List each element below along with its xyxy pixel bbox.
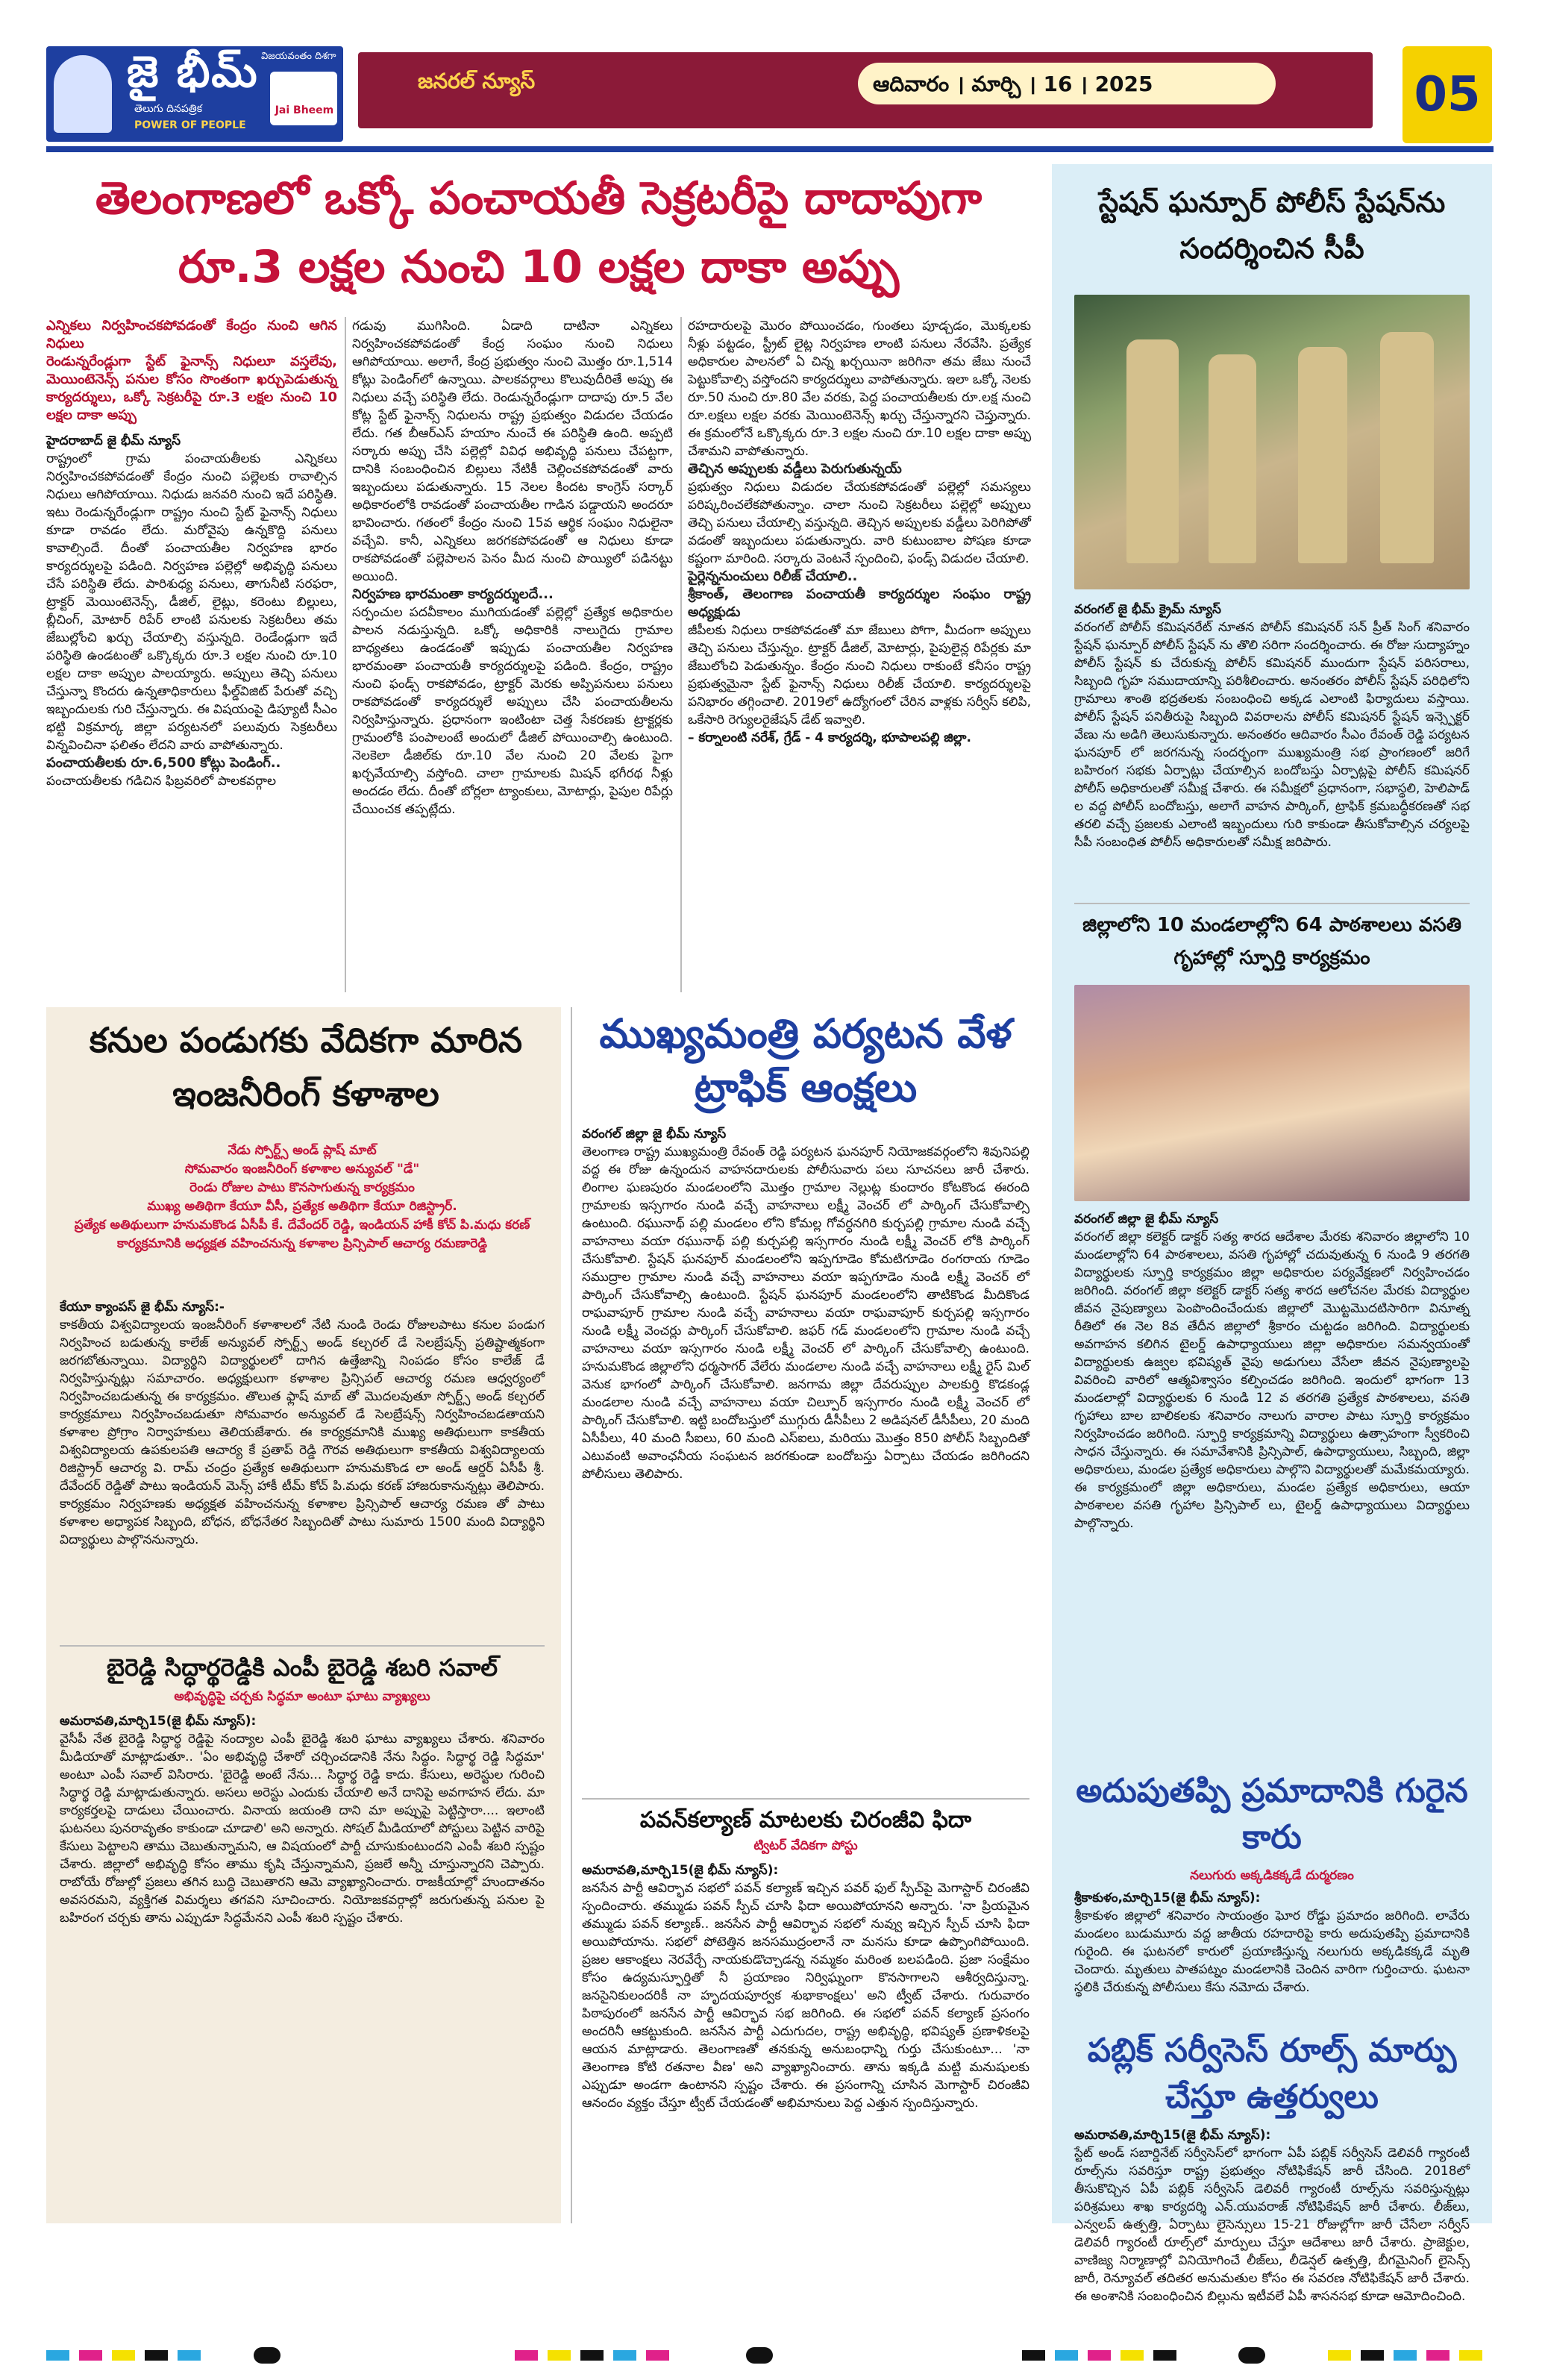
logo-badge-text: Jai Bheem (275, 104, 334, 116)
culture-credits (60, 1142, 545, 1291)
lead-column-3 (688, 317, 1031, 992)
police-visit-photo (1074, 295, 1470, 589)
lead-kicker-2: రెండున్నరేండ్లుగా స్టేట్ ఫైనాన్స్ నిధులూ వస్తలేవు, మెయింటెనెన్స్ పనుల కోసం సొంతంగా ఖర్చుపెడుతున్న కార్యదర్శులు, ఒక్కో సెక్రటరీపై రూ.3 లక్షల నుంచి 10 లక్షల దాకా అప్పు (46, 354, 337, 423)
police-headline: స్టేషన్ ఘన్పూర్ పోలీస్ స్టేషన్‌ను సందర్శించిన సీపీ (1098, 186, 1446, 265)
credit-line: రెండు రోజుల పాటు కొనసాగుతున్న కార్యక్రమం (189, 1180, 415, 1195)
officer-figure (1380, 332, 1434, 563)
lead-body-3: రహదారులపై మొరం పోయించడం, గుంతలు పూడ్చడం, మొక్కలకు నీళ్లు పట్టడం, స్ట్రీట్ లైట్ల నిర్వహణ లాంటి పనులు నేరవేసి. ప్రత్యేక అధికారుల పాలనలో ఏ చిన్న ఖర్చయినా జరిగినా తమ జేబు నుంచే పెట్టుకోవాల్సి వస్తోందని కార్యదర్శులు వాపోతున్నారు. ఇలా ఒక్కో నెలకు రూ.50 నుంచి రూ.80 వేల వరకు, పెద్ద పంచాయతీలకు రూ.లక్ష నుంచి రూ.లక్షలు లక్షల వరకు మెయింటెనెన్స్ ఖర్చు చేస్తున్నారని చెప్తున్నారు. ఈ క్రమంలోనే ఒక్కొక్కరు రూ.3 లక్షల నుంచి రూ.10 లక్షల దాకా అప్పు చేశామని వాపోతున్నారు. (688, 319, 1031, 459)
lead-body-1: రాష్ట్రంలో గ్రామ పంచాయతీలకు ఎన్నికలు నిర్వహించకపోవడంతో కేంద్రం నుంచి పల్లెలకు రావాల్సిన నిధులు ఆగిపోయాయి. నిధుడు జనవరి నుంచి ఇదే పరిస్థితి. ఇటు రెండున్నరేండ్లుగా రాష్ట్రం నుంచి స్టేట్ ఫైనాన్స్ నిధులు కూడా రావడం లేదు. మరోవైపు ఉన్నకొద్ది పనులు కావాల్సిందే. దీంతో పంచాయతీల నిర్వహణ భారం కార్యదర్శులపై పడింది. నిర్వహణ పల్లెల్లో అభివృద్ధి పనులు చేసే పరిస్థితి లేదు. పారిశుధ్య పనులు, తాగునీటి సరఫరా, ట్రాక్టర్ మెయింటెనెన్స్, డీజిల్, లైట్లు, కరెంటు బిల్లులు, బ్లీచింగ్, మోటార్ రిపేర్ లాంటి పనులకు సెక్రటరీలు తమ జేబుల్లోంచి ఖర్చు చేయాల్సి వస్తున్నది. రెండేండ్లుగా ఇదే పరిస్థితి ఉండటంతో ఒక్కొక్కరు రూ.3 లక్షల నుంచి రూ.10 లక్షల దాకా అప్పుల పాలయ్యారు. అప్పులు తెచ్చి పనులు చేస్తున్నా కొందరు ఉన్నతాధికారులు ఫీల్డ్‌విజిట్ పేరుతో వచ్చి ఇబ్బందులకు గురి చేస్తున్నారు. ఈ విషయంపై డిప్యూటీ సీఎం భట్టి విక్రమార్క జిల్లా పర్యటనలో పలువురు సెక్రటరీలు విన్నవించినా ఫలితం లేదని వారు వాపోతున్నారు. (46, 451, 337, 753)
lead-body-3b: ప్రభుత్వం నిధులు విడుదల చేయకపోవడంతో పల్లెల్లో సమస్యలు పరిష్కరించలేకపోతున్నాం. చాలా నుంచి సెక్రటరీలు పల్లెల్లో అప్పులు తెచ్చి పనులు చేయాల్సి వస్తున్నది. తెచ్చిన అప్పులకు వడ్డీలు పెరిగిపోతో వడంతో ఇబ్బందులు పడుతున్నారు. వారి కుటుంబాల పోషణ కూడా కష్టంగా మారింది. సర్కారు వెంటనే స్పందించి, ఫండ్స్ విడుదల చేయాలి. (688, 480, 1031, 566)
credit-line: నేడు స్పోర్ట్స్ అండ్ ప్లాష్ మాట్ (228, 1143, 377, 1158)
issue-date: ఆదివారం । మార్చి । 16 । 2025 (873, 72, 1153, 96)
section-rule (1074, 903, 1470, 904)
lead-subhead-3: తెచ్చిన అప్పులకు వడ్డీలు పెరుగుతున్నయ్ (688, 461, 902, 477)
color-bar (515, 2350, 679, 2361)
car-dateline: శ్రీకాకుళం,మార్చి15(జై భీమ్ న్యూస్): (1074, 1891, 1261, 1905)
credit-line: ముఖ్య అతిథిగా కేయూ వీసీ, ప్రత్యేక అతిథిగా కేయూ రిజిస్ట్రార్. (147, 1199, 457, 1214)
lead-headline-line-1: తెలంగాణలో ఒక్కో పంచాయతీ సెక్రటరీపై దాదాపుగా (95, 172, 982, 225)
lead-dateline: హైదరాబాద్ జై భీమ్ న్యూస్ (46, 433, 181, 448)
logo-title: జై భీమ్ (127, 46, 259, 97)
registration-mark (746, 2347, 773, 2364)
lead-column-1 (46, 317, 337, 992)
car-body: శ్రీకాకుళం జిల్లాలో శనివారం సాయంత్రం ఘోర రోడ్డు ప్రమాదం జరిగింది. లావేరు మండలం బుడుమూరు వద్ద జాతీయ రహదారిపై కారు అదుపుతప్పి ప్రమాదానికి గురైంది. ఈ ఘటనలో కారులో ప్రయాణిస్తున్న నలుగురు అక్కడికక్కడే మృతి చెందారు. మృతులు పాతపట్నం మండలానికి చెందిన వారిగా గుర్తించారు. ఘటనా స్థలికి చేరుకున్న పోలీసులు కేసు నమోదు చేశారు. (1074, 1908, 1470, 1995)
lead-subhead-4: పైర్లెన్ననుంచులు రిలీజ్ చేయాలి.. (688, 569, 858, 584)
section-label: జనరల్ న్యూస్ (418, 69, 536, 93)
pawan-article (582, 1861, 1029, 2220)
section-rule (582, 1798, 1029, 1800)
lead-subhead-1: పంచాయతీలకు రూ.6,500 కోట్లు పెండింగ్.. (46, 755, 281, 771)
schools-photo (1074, 985, 1470, 1201)
lead-signature: – కర్నాలంటి నరేశ్, గ్రేడ్ - 4 కార్యదర్శి, భూపాలపల్లి జిల్లా. (688, 730, 971, 745)
traffic-headline: ముఖ్యమంత్రి పర్యటన వేళ ట్రాఫిక్ ఆంక్షలు (599, 1010, 1012, 1111)
public-headline: పబ్లిక్ సర్వీసెస్ రూల్స్ మార్పు చేస్తూ ఉత్తర్వులు (1087, 2032, 1457, 2116)
police-article (1074, 601, 1470, 899)
color-bar (1022, 2350, 1186, 2361)
culture-dateline: కేయూ క్యాంపస్ జై భీమ్ న్యూస్:- (60, 1300, 225, 1315)
lead-body-1-tail: పంచాయతీలకు గడిచిన ఫిబ్రవరిలో పాలకవర్గాల (46, 774, 277, 789)
color-bar (46, 2350, 210, 2361)
traffic-article (582, 1125, 1029, 1797)
logo-english: POWER OF PEOPLE (134, 119, 246, 131)
public-article (1074, 2126, 1470, 2304)
credit-line: కార్యక్రమానికి అధ్యక్షత వహించనున్న కళాశాల ప్రిన్సిపాల్ ఆచార్య రమణారెడ్డి (117, 1236, 487, 1251)
lead-body-2: గడువు ముగిసింది. ఏడాది దాటినా ఎన్నికలు నిర్వహించకపోవడంతో కేంద్ర సంఘం నుంచి నిధులు ఆగిపోయాయి. అలాగే, కేంద్ర ప్రభుత్వం నుంచి మొత్తం రూ.1,514 కోట్లు పెండింగ్‌లో ఉన్నాయి. పాలకవర్గాలు కొలువుదీరితే అప్పు ఈ నిధులు వచ్చే పరిస్థితి లేదు. రెండున్నరేండ్లుగా దాదాపు రూ.5 వేల కోట్ల స్టేట్ ఫైనాన్స్ నిధులను రాష్ట్ర ప్రభుత్వం విడుదల చేయడం లేదు. గత బీఆర్ఎస్ హయాం నుంచే ఈ పరిస్థితి ఉంది. అప్పటి సర్కారు అప్పు చేసి పల్లెల్లో వివిధ అభివృద్ధి పనులు చేపట్టగా, దానికి సంబంధించిన బిల్లులు నేటికీ చెల్లించకపోవడంతో వారు ఇబ్బందులు పడుతున్నారు. 15 నెలల కిందట కాంగ్రెస్ సర్కార్ అధికారంలోకి రావడంతో పంచాయతీల గాడిన పడ్డాయని అందరూ భావించారు. గతంలో కేంద్రం నుంచి 15వ ఆర్థిక సంఘం నిధులైనా వచ్చేవి. కానీ, ఎన్నికలు జరగకపోవడంతో ఆ నిధులు కూడా రాకపోవడంతో పల్లెపాలన పెనం మీద నుంచి పొయ్యిలో పడినట్టు అయింది. (352, 319, 673, 584)
police-dateline: వరంగల్ జై భీమ్ క్రైమ్ న్యూస్ (1074, 602, 1221, 617)
logo-note: విజయవంతం దిశగా (261, 51, 336, 62)
pawan-headline: పవన్‌కల్యాణ్ మాటలకు చిరంజీవి ఫిదా (639, 1807, 972, 1833)
registration-mark (254, 2347, 280, 2364)
culture-article (60, 1298, 545, 1641)
schools-body: వరంగల్ జిల్లా కలెక్టర్ డాక్టర్ సత్య శారద ఆదేశాల మేరకు శనివారం జిల్లాలోని 10 మండలాల్లోని 64 పాఠశాలలు, వసతి గృహాల్లో చదువుతున్న 6 నుండి 9 తరగతి విద్యార్థులకు స్ఫూర్తి కార్యక్రమం జిల్లా అధికారుల పర్యవేక్షణలో నిర్వహించడం జరిగింది. వరంగల్ జిల్లా కలెక్టర్ డాక్టర్ సత్య శారద ఆలోచనల మేరకు విద్యార్థుల జీవన నైపుణ్యాలు పెంపొందించేందుకు జిల్లాలో మొట్టమొదటిసారిగా వినూత్న రీతిలో ఈ నెల 8వ తేదీన జిల్లాలో శ్రీకారం చుట్టడం జరిగింది. విద్యార్థులకు అవగాహన కలిగిన టైలర్డ్ ఉపాధ్యాయులు జిల్లా అధికారుల సమన్వయంతో విద్యార్థులకు ఉజ్వల భవిష్యత్ వైపు అడుగులు వేసేలా జీవన నైపుణ్యాలపై వివరించి వారిలో ఆత్మవిశ్వాసం కల్పించడం జరిగింది. ఇందులో భాగంగా 13 మండలాల్లో విద్యార్థులకు 6 నుండి 12 వ తరగతి ప్రత్యేక పాఠశాలలు, వసతి గృహాలు బాల బాలికలకు శనివారం నాలుగు వారాల పాటు స్ఫూర్తి కార్యక్రమం నిర్వహించడం జరిగింది. స్ఫూర్తి కార్యక్రమాన్ని విద్యార్థులు ఉత్సాహంగా స్వీకరించి సాధన చేస్తున్నారు. ఈ సమావేశానికి ప్రిన్సిపాల్, ఉపాధ్యాయులు, సిబ్బంది, జిల్లా అధికారులు, మండల ప్రత్యేక అధికారులు పాల్గొని విద్యార్థులతో మమేకమయ్యారు. ఈ కార్యక్రమంలో జిల్లా అధికారులు, మండల ప్రత్యేక అధికారులు, ఆయా పాఠశాలల వసతి గృహాల ప్రిన్సిపాల్ లు, టైలర్డ్ ఉపాధ్యాయులు విద్యార్థులు పాల్గొన్నారు. (1074, 1230, 1470, 1531)
lead-headline-line-2: రూ.3 లక్షల నుంచి 10 లక్షల దాకా అప్పు (178, 241, 900, 293)
culture-body: కాకతీయ విశ్వవిద్యాలయ ఇంజనీరింగ్ కళాశాలలో నేటి నుండి రెండు రోజులపాటు కనుల పండుగ నిర్వహించ బడుతున్న కాలేజ్ అన్యువల్ స్పోర్ట్స్ అండ్ కల్చరల్ డే సెలబ్రేషన్స్ ప్రతిష్టాత్మకంగా జరగబోతున్నాయి. విద్యార్థిని విద్యార్థులలో దాగిన ఉత్తేజాన్ని నింపడం కోసం కాలేజ్ డే నిర్వహిస్తున్నట్లు సమాచారం. అధ్యక్షులుగా కళాశాల ప్రిన్సిపల్ ఆచార్య రమణ ఆధ్వర్యంలో నిర్వహించబడుతున్న ఈ కార్యక్రమం. తొలుత ఫ్లాష్ మాబ్ తో మొదలవుతూ స్పోర్ట్స్ అండ్ కల్చరల్ కార్యక్రమాలు నిర్వహించబడుతూ సోమవారం అన్యువల్ డే సెలబ్రేషన్స్ నిర్వహించబడతాయని కళాశాల ప్రోగ్రాం నిర్వాహకులు తెలియజేశారు. ఈ కార్యక్రమానికి ముఖ్య అతిథులుగా కాకతీయ విశ్వవిద్యాలయ ఉపకులపతి ఆచార్య కే ప్రతాప్ రెడ్డి గౌరవ అతిథులుగా కాకతీయ విశ్వవిద్యాలయ రిజిస్ట్రార్ ఆచార్య వి. రామ్ చంద్రం ప్రత్యేక అతిథులుగా హనుమకొండ లా అండ్ ఆర్డర్ ఏసీపీ శ్రీ. దేవేందర్ రెడ్డితో పాటు ఇండియన్ మెన్స్ హాకీ టీమ్ కోచ్ పి.మధు కరణ్ హాజరుకానున్నట్లు తెలిపారు. కార్యక్రమం నిర్వహణకు అధ్యక్షత వహించనున్న కళాశాల ప్రిన్సిపాల్ ఆచార్య రమణ తో పాటు కళాశాల అధ్యాపక సిబ్బంది, బోధన, బోధనేతర సిబ్బందితో పాటు సుమారు 1500 మంది విద్యార్థిని విద్యార్థులు పాల్గొననున్నారు. (60, 1318, 545, 1547)
traffic-body: తెలంగాణ రాష్ట్ర ముఖ్యమంత్రి రేవంత్ రెడ్డి పర్యటన ఘనపూర్ నియోజకవర్గంలోని శివునిపల్లి వద్ద ఈ రోజు ఉన్నందున వాహనదారులకు పోలీసువారు పలు సూచనలు జారీ చేశారు. లింగాల ఘణపురం మండలంలోని మొత్తం గ్రామాల నెల్లుట్ల కుందారం కోటకొండ ఈరంది గ్రామాలకు ఇస్సగారం నుండి వచ్చే వాహనాలు లక్ష్మీ వెంచర్ లో పార్కింగ్ చేసుకోవాల్సి ఉంటుంది. రఘునాథ్ పల్లి మండలం లోని కోమల్ల గోవర్ధనగిరి కుర్చపల్లి గ్రామాల నుండి వచ్చే వాహనాలు వయా రఘునాథ్ పల్లి కుర్చపల్లి ఇస్సగారం నుండి లక్ష్మీ వెంచర్ లోకి పార్కింగ్ చేసుకోవాలి. స్టేషన్ ఘనపూర్ మండలంలోని ఇప్పగూడెం కోమటిగూడెం రంగరాయ గూడెం సముద్రాల గ్రామాల నుండి వచ్చే వాహనాలు వయా ఇప్పగూడెం నుండి లక్ష్మీ వెంచర్ లో పార్కింగ్ చేసుకోవాల్సి ఉంటుంది. స్టేషన్ ఘనపూర్ మండలంలోని తాటికొండ మీదికొండ రాఘవాపూర్ గ్రామాల నుండి వచ్చే వాహనాలు వయా రాఘవాపూర్ కుర్చపల్లి ఇస్సగారం నుండి లక్ష్మీ వెంచర్లు పార్కింగ్ చేసుకోవాలి. జఫర్ గడ్ మండలంలోని గ్రామాల నుండి వచ్చే వాహనాలు వయా ఇస్సగారం నుండి లక్ష్మీ వెంచర్ లో పార్కింగ్ చేసుకోవాల్సి ఉంటుంది. హనుమకొండ జిల్లాలోని ధర్మసాగర్ వేలేరు మండలాల నుండి వచ్చే వాహనాలు లక్ష్మీ రైస్ మిల్ వెనుక భాగంలో పార్కింగ్ చేసుకోవాలి. జనగామ జిల్లా దేవరుప్పుల పాలకుర్తి కొడకండ్ల మండలాల నుండి వచ్చే వాహనాలు వయా చిల్పూర్ ఇస్సగారం నుండి లక్ష్మీ వెంచర్ లో పార్కింగ్ చేసుకోవాలి. ఇట్టి బందోబస్తులో ముగ్గురు డీసీపీలు 2 అడిషనల్ డీసీపీలు, 20 మంది ఏసీపీలు, 40 మంది సీఐలు, 60 మంది ఎస్ఐలు, మరియు మొత్తం 850 పోలీస్ సిబ్బందితో ఎటువంటి అవాంఛనీయ సంఘటన జరగకుండా బందోబస్తు ఏర్పాటు చేయడం జరిగిందని పోలీసులు తెలిపారు. (582, 1144, 1029, 1482)
column-rule (345, 317, 346, 992)
car-headline: అదుపుతప్పి ప్రమాదానికి గురైన కారు (1076, 1772, 1468, 1856)
column-rule (680, 317, 682, 992)
byreddy-article (60, 1712, 545, 2212)
pawan-kicker: ట్విటర్ వేదికగా పోస్టు (753, 1838, 858, 1853)
registration-mark (1238, 2347, 1265, 2364)
portrait-icon (54, 55, 112, 133)
traffic-dateline: వరంగల్ జిల్లా జై భీమ్ న్యూస్ (582, 1127, 727, 1142)
logo-tagline: తెలుగు దినపత్రిక (134, 103, 203, 115)
culture-headline: కనుల పండుగకు వేదికగా మారిన ఇంజనీరింగ్ కళాశాల (89, 1020, 523, 1114)
pawan-body: జనసేన పార్టీ ఆవిర్భావ సభలో పవన్ కల్యాణ్ ఇచ్చిన పవర్ ఫుల్ స్పీచ్‌పై మెగాస్టార్ చిరంజీవి స్పందించారు. తమ్ముడు పవన్ స్పీచ్ చూసి ఫిదా అయిపోయానని అన్నారు. 'నా ప్రియమైన తమ్ముడు పవన్ కల్యాణ్.. జనసేన పార్టీ ఆవిర్భావ సభలో నువ్వు ఇచ్చిన స్పీచ్ చూసి ఫిదా అయిపోయాను. సభలో పోటెత్తిన జనసముద్రంలానే నా మనసు కూడా ఉప్పొంగిపోయింది. ప్రజల ఆకాంక్షలు నెరవేర్చే నాయకుడొచ్చాడన్న నమ్మకం మరింత బలపడింది. ప్రజా సంక్షేమం కోసం ఉద్యమస్ఫూర్తితో నీ ప్రయాణం నిర్విఘ్నంగా కొనసాగాలని ఆశీర్వదిస్తున్నా. జనసైనికులందరికీ నా హృదయపూర్వక శుభాకాంక్షలు' అని ట్వీట్ చేశారు. గురువారం పిఠాపురంలో జనసేన పార్టీ ఆవిర్భావ సభ జరిగింది. ఈ సభలో పవన్ కల్యాణ్ ప్రసంగం అందరినీ ఆకట్టుకుంది. జనసేన పార్టీ ఎదుగుదల, రాష్ట్ర అభివృద్ధి, భవిష్యత్ ప్రణాళికలపై ఆయన మాట్లాడారు. తెలంగాణతో తనకున్న అనుబంధాన్ని గుర్తు చేసుకుంటూ... 'నా తెలంగాణ కోటి రతనాల వీణ' అని వ్యాఖ్యానించారు. తాను ఇక్కడి మట్టి మనుషులకు ఎప్పుడూ అండగా ఉంటానని స్పష్టం చేశారు. ఈ ప్రసంగాన్ని చూసిన మెగాస్టార్ చిరంజీవి ఆనందం వ్యక్తం చేస్తూ ట్వీట్ చేయడంతో అభిమానులు పెద్ద ఎత్తున స్పందిస్తున్నారు. (582, 1881, 1029, 2111)
color-bar (1328, 2350, 1492, 2361)
lead-subhead-2: నిర్వహణ భారమంతా కార్యదర్శులదే... (352, 586, 554, 602)
byreddy-headline: బైరెడ్డి సిద్ధార్థరెడ్డికి ఎంపీ బైరెడ్డి శబరి సవాల్ (106, 1653, 498, 1682)
byreddy-body: వైసీపీ నేత బైరెడ్డి సిద్ధార్థ రెడ్డిపై నంద్యాల ఎంపీ బైరెడ్డి శబరి ఘాటు వ్యాఖ్యలు చేశారు. శనివారం మీడియాతో మాట్లాడుతూ.. 'ఏం అభివృద్ధి చేశారో చర్చించడానికి నేను సిద్ధం. సిద్ధార్థ రెడ్డి సిద్ధమా' అంటూ ఎంపీ సవాల్ విసిరారు. 'బైరెడ్డి అంటే నేను... సిద్ధార్థ రెడ్డి కాదు. కేసులు, అరెస్టుల గురించి సిద్ధార్థ రెడ్డి మాట్లాడుతున్నారు. అసలు అరెస్టు ఎందుకు చేయాలి అనే దానిపై అవగాహన లేదు. మా కార్యకర్తలపై దాడులు చేయించారు. వినాయ జయంతి దాని మా అప్పుపై పెట్టిస్తారా.... ఇలాంటి ఘటనలు పునరావృతం కాకుండా చూడాలి' అని అన్నారు. సోషల్ మీడియాలో పోస్టులు పెట్టిన వారిపై కేసులు పెట్టాలని తాము చెబుతున్నామని, ఆ విషయంలో పార్టీ చూసుకుంటుందని ఎంపీ శబరి స్పష్టం చేశారు. జిల్లాలో అభివృద్ధి కోసం తాము కృషి చేస్తున్నామని, ప్రజలే అన్నీ చూస్తున్నారని చెప్పారు. రాబోయే రోజుల్లో ప్రజలు తగిన బుద్ధి చెబుతారని ఆమె వ్యాఖ్యానించారు. రాజకీయాల్లో హుందాతనం అవసరమని, వ్యక్తిగత విమర్శలు తగవని సూచించారు. నియోజకవర్గాల్లో జరుగుతున్న పనుల పై బహిరంగ చర్చకు తాను ఎప్పుడూ సిద్ధమేనని ఎంపీ శబరి స్పష్టం చేశారు. (60, 1732, 545, 1926)
lead-kicker-1: ఎన్నికలు నిర్వహించకపోవడంతో కేంద్రం నుంచి ఆగిన నిధులు (46, 318, 337, 351)
police-body: వరంగల్ పోలీస్ కమిషనరేట్ నూతన పోలీస్ కమిషనర్ సన్ ప్రీత్ సింగ్ శనివారం స్టేషన్ ఘన్పూర్ పోలీస్ స్టేషన్ ను తొలి సరిగా సందర్శించారు. ఈ రోజు సుద్యాహ్నం పోలీస్ స్టేషన్ కు చేరుకున్న పోలీస్ కమిషనర్ ముందుగా స్టేషన్ పరిసరాలు, సిబ్బంది గృహ సముదాయాన్ని పరిశీలించారు. అనంతరం పోలీస్ స్టేషన్ పరిధిలోని గ్రామాలు శాంతి భద్రతలకు సంబంధించి అక్కడ ఎలాంటి ఫిర్యాదులు వస్తాయి. పోలీస్ స్టేషన్ పనితీరుపై సిబ్బంది వివరాలను పోలీస్ కమిషనర్ స్టేషన్ ఇన్స్పెక్టర్ వేణు ను అడిగి తెలుసుకున్నారు. అనంతరం ఆదివారం సీఎం రేవంత్ రెడ్డి పర్యటన ఘనపూర్ లో జరగనున్న సందర్భంగా ముఖ్యమంత్రి సభ ప్రాంగణంలో జరిగే బహిరంగ సభకు ఏర్పాట్లు చేయాల్సిన బందోబస్తు ఏర్పాట్లపై పోలీస్ కమిషనర్ పోలీస్ అధికారులతో సమీక్ష చేశారు. ఈ సమీక్షలో ప్రధానంగా, సభాస్థలి, హెలిపాడ్ ల వద్ద పోలీస్ బందోబస్తు, అలాగే వాహన పార్కింగ్, ట్రాఫిక్ క్రమబద్ధీకరణతో సభ తరలి వచ్చే ప్రజలకు ఎలాంటి ఇబ్బందులు గురి కాకుండా తీసుకోవాల్సిన చర్యలపై సీపీ సంబంధిత పోలీస్ అధికారులతో సమీక్ష జరిపారు. (1074, 620, 1470, 850)
byreddy-dateline: అమరావతి,మార్చి15(జై భీమ్ న్యూస్): (60, 1714, 257, 1729)
officer-figure (1298, 347, 1347, 563)
car-kicker: నలుగురు అక్కడికక్కడే దుర్మరణం (1190, 1868, 1354, 1883)
schools-article (1074, 1210, 1470, 1762)
public-dateline: అమరావతి,మార్చి15(జై భీమ్ న్యూస్): (1074, 2128, 1271, 2143)
lead-column-2 (352, 317, 673, 992)
officer-figure (1126, 339, 1179, 563)
pawan-dateline: అమరావతి,మార్చి15(జై భీమ్ న్యూస్): (582, 1863, 779, 1878)
byreddy-kicker: అభివృద్ధిపై చర్చకు సిద్ధమా అంటూ ఘాటు వ్యాఖ్యలు (174, 1689, 430, 1704)
credit-line: సోమవారం ఇంజనీరింగ్ కళాశాల అన్యువల్ "డే" (184, 1162, 420, 1177)
officer-figure (1209, 354, 1256, 563)
lead-headline (46, 164, 1031, 306)
public-body: స్టేట్ అండ్ సబార్డినేట్ సర్వీసెస్‌లో భాగంగా ఏపీ పబ్లిక్ సర్వీసెస్ డెలివరీ గ్యారంటీ రూల్స్‌ను సవరిస్తూ రాష్ట్ర ప్రభుత్వం నోటిఫికేషన్ జారీ చేసింది. 2018లో తీసుకొచ్చిన ఏపీ పబ్లిక్ సర్వీసెస్ డెలివరీ గ్యారంటీ రూల్స్‌ను సవరిస్తున్నట్లు పరిశ్రమలు శాఖ కార్యదర్శి ఎన్.యువరాజ్ నోటిఫికేషన్ జారీ చేశారు. లీజ్‌లు, ఎన్వలప్ ఉత్పత్తి, ఏర్పాటు లైసెన్సులు 15-21 రోజుల్లోగా జారీ చేసేలా సర్వీస్ డెలివరీ గ్యారంటీ రూల్స్‌లో మార్పులు చేస్తూ ఆదేశాలు జారీ చేశారు. ప్రాజెక్టుల, వాణిజ్య నిర్మాణాల్లో వినియోగించే లీజ్‌లు, లీడెన్షల్ ఉత్పత్తి, బీగమైనింగ్ లైసెన్స్ జారీ, రెన్యూవల్ తదితర అనుమతుల కోసం ఈ సవరణ నోటిఫికేషన్ జారీ చేశారు. ఈ అంశానికి సంబంధించిన బిల్లును ఇటీవలే ఏపీ శాసనసభ కూడా ఆమోదించింది. (1074, 2146, 1470, 2304)
section-rule (60, 1645, 545, 1647)
masthead-rule (46, 146, 1494, 152)
lead-body-3c: జీపీలకు నిధులు రాకపోవడంతో మా జేబులు పోగా, మీదంగా అప్పులు తెచ్చి పనులు చేస్తున్నం. ట్రాక్టర్ డీజిల్, మోటార్లు, పైపులైన్ల రిపేర్లకు మా జేబులోంచి పెడుతున్నం. కేంద్రం నుంచి నిధులు రాకుంటే కనీసం రాష్ట్ర ప్రభుత్వమైనా స్టేట్ ఫైనాన్స్ నిధులు రిలీజ్ చేయాలి. కార్యదర్శులపై పనిభారం తగ్గించాలి. 2019లో ఉద్యోగంలో చేరిన వాళ్లకు సర్వీస్ కలిపి, ఒకేసారి రెగ్యులరైజేషన్ డేట్ ఇవ్వాలి. (688, 623, 1031, 727)
schools-dateline: వరంగల్ జిల్లా జై భీమ్ న్యూస్ (1074, 1212, 1219, 1227)
schools-headline: జిల్లాలోని 10 మండలాల్లోని 64 పాఠశాలలు వసతి గృహాల్లో స్ఫూర్తి కార్యక్రమం (1082, 914, 1461, 969)
page-number: 05 (1402, 46, 1492, 143)
credit-line: ప్రత్యేక అతిథులుగా హనుమకొండ ఏసీపీ కే. దేవేందర్ రెడ్డి, ఇండియన్ హాకీ కోచ్ పి.మధు కరణ్ (74, 1218, 530, 1233)
car-article (1074, 1889, 1470, 2023)
lead-quote-byline: శ్రీకాంత్, తెలంగాణ పంచాయతీ కార్యదర్శుల సంఘం రాష్ట్ర అధ్యక్షుడు (688, 586, 1031, 620)
lead-body-2b: సర్పంచుల పదవీకాలం ముగియడంతో పల్లెల్లో ప్రత్యేక అధికారుల పాలన నడుస్తున్నది. ఒక్కో అధికారికి నాలుగైదు గ్రామాల బాధ్యతలు ఉండడంతో ఇప్పుడు పంచాయతీల నిర్వహణ భారమంతా పంచాయతీ కార్యదర్శులపై పడింది. కేంద్రం, రాష్ట్రం నుంచి ఫండ్స్ రాకపోవడం, ట్రాక్టర్ మెరకు అప్పిపనులు పనులు రాకపోవడంతో కార్యదర్శులే అప్పులు చేసి పంచాయతీలను నిర్వహిస్తున్నారు. ప్రధానంగా ఇంటింటా చెత్త సేకరణకు ట్రాక్టర్లకు గ్రామంలోకి పంపాలంటే అందులో డీజిల్ పోయించాల్సి ఉంటుంది. నెలకెలా డీజిల్‌కు రూ.10 వేల నుంచి 20 వేలకు పైగా ఖర్చవేయాల్సి వస్తోంది. చాలా గ్రామాలకు మిషన్ భగీరథ నీళ్లు అందడం లేదు. దీంతో బోర్లలా ట్యాంకులు, మోటార్లు, పైపుల రిపేర్లు చేయించక తప్పట్లేదు. (352, 605, 673, 817)
column-rule (571, 1007, 572, 2223)
